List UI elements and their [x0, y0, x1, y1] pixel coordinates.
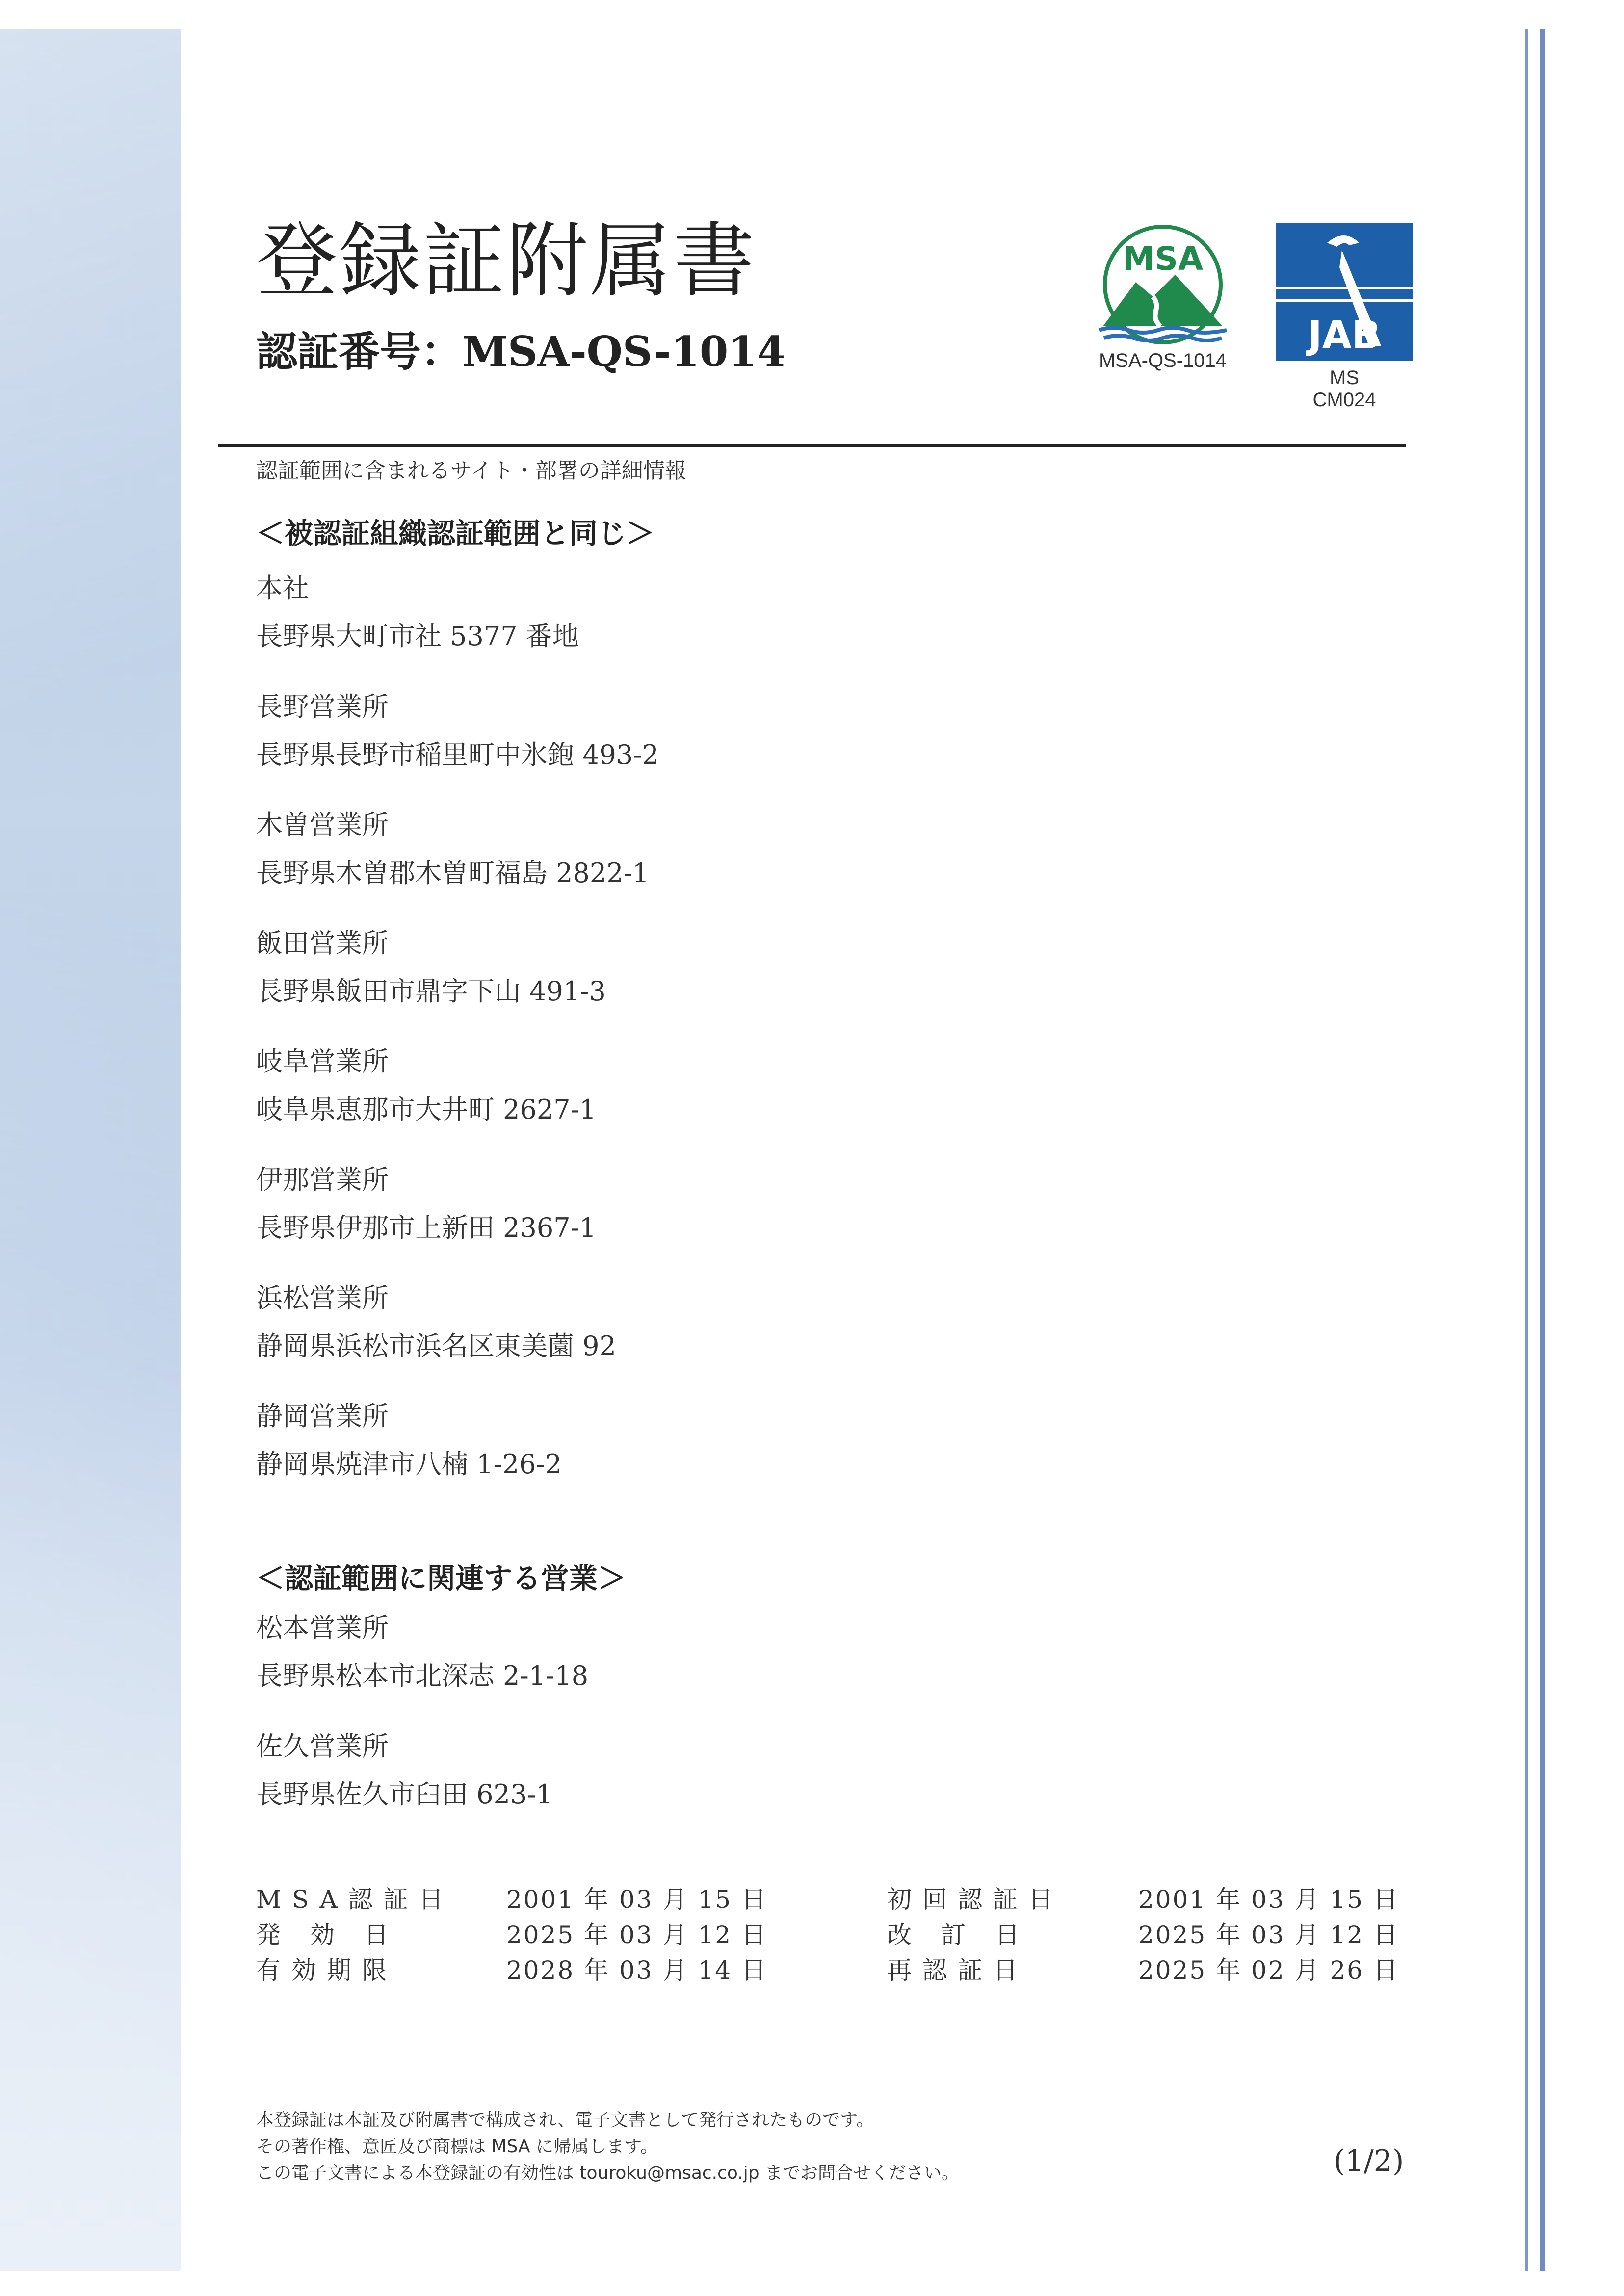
site-entry — [256, 1733, 553, 1808]
footer-line: この電子文書による本登録証の有効性は touroku@msac.co.jp までお問合せください。 — [256, 2163, 960, 2183]
scope-caption: 認証範囲に含まれるサイト・部署の詳細情報 — [256, 458, 686, 483]
right-border-line — [1540, 29, 1545, 2271]
date-value: 2025 年 03 月 12 日 — [1138, 1921, 1399, 1949]
date-value: 2025 年 03 月 12 日 — [506, 1921, 767, 1949]
date-row — [256, 1951, 845, 1986]
site-name: 岐阜営業所 — [256, 1046, 389, 1077]
jab-caption-line1: MS — [1330, 367, 1359, 389]
msa-mark-text: MSA — [1122, 240, 1204, 278]
site-name: 木曽営業所 — [256, 809, 389, 840]
date-value: 2025 年 02 月 26 日 — [1138, 1956, 1399, 1984]
footer-line: その著作権、意匠及び商標は MSA に帰属します。 — [256, 2137, 658, 2157]
site-entry — [256, 1164, 597, 1243]
site-address: 長野県木曽郡木曽町福島 2822-1 — [256, 858, 650, 888]
msa-logo — [1079, 223, 1246, 370]
site-entry — [256, 809, 650, 888]
date-label: MSA認証日 — [256, 1885, 454, 1914]
site-name: 伊那営業所 — [256, 1164, 389, 1195]
dates-right-column — [887, 1880, 1427, 1986]
header-divider — [218, 444, 1406, 447]
jab-logo — [1276, 223, 1413, 410]
site-name: 飯田営業所 — [256, 928, 389, 959]
site-name: 静岡営業所 — [256, 1401, 389, 1432]
date-value: 2028 年 03 月 14 日 — [506, 1956, 767, 1984]
date-label: 有効期限 — [256, 1956, 397, 1984]
site-name: 浜松営業所 — [256, 1282, 389, 1313]
site-entry — [256, 1048, 596, 1123]
date-row — [887, 1951, 1427, 1986]
msa-logo-caption: MSA-QS-1014 — [1099, 350, 1227, 371]
site-address: 長野県伊那市上新田 2367-1 — [256, 1212, 597, 1243]
site-entry — [256, 1612, 589, 1691]
site-entry — [256, 1282, 616, 1361]
dates-left-column — [256, 1880, 845, 1986]
jab-accreditation-icon — [1276, 223, 1413, 361]
date-row — [256, 1880, 845, 1915]
site-name: 佐久営業所 — [256, 1731, 389, 1762]
group-heading: ＜被認証組織認証範囲と同じ＞ — [256, 517, 655, 550]
site-address: 長野県松本市北深志 2-1-18 — [256, 1660, 589, 1691]
site-name: 本社 — [256, 573, 309, 603]
site-address: 岐阜県恵那市大井町 2627-1 — [256, 1094, 597, 1125]
site-address: 長野県長野市稲里町中氷鉋 493-2 — [256, 739, 659, 770]
site-entry — [256, 930, 606, 1005]
msa-mountain-river-icon — [1079, 223, 1246, 346]
site-name: 長野営業所 — [256, 691, 389, 722]
jab-caption-line2: CM024 — [1312, 389, 1376, 411]
footer-notes — [256, 2107, 959, 2187]
date-value: 2001 年 03 月 15 日 — [1138, 1885, 1399, 1914]
site-entry — [256, 1403, 562, 1478]
site-entry — [256, 691, 659, 770]
date-label: 発 効 日 — [256, 1921, 399, 1949]
jab-mark-text: JAB — [1308, 313, 1381, 358]
right-border-line — [1525, 29, 1528, 2271]
site-address: 長野県大町市社 5377 番地 — [256, 621, 579, 652]
page-number: (1/2) — [1334, 2144, 1404, 2178]
certificate-number: 認証番号：MSA-QS-1014 — [256, 327, 786, 376]
site-name: 松本営業所 — [256, 1612, 389, 1643]
date-row — [256, 1915, 845, 1951]
date-label: 再認証日 — [887, 1956, 1028, 1984]
footer-line: 本登録証は本証及び附属書で構成され、電子文書として発行されたものです。 — [256, 2110, 874, 2130]
group-heading: ＜認証範囲に関連する営業＞ — [256, 1562, 627, 1595]
site-address: 長野県佐久市臼田 623-1 — [256, 1779, 553, 1810]
site-address: 長野県飯田市鼎字下山 491-3 — [256, 976, 606, 1007]
document-title: 登録証附属書 — [256, 214, 757, 309]
date-label: 改 訂 日 — [887, 1921, 1030, 1949]
site-address: 静岡県焼津市八楠 1-26-2 — [256, 1449, 562, 1480]
date-row — [887, 1880, 1427, 1915]
date-row — [887, 1915, 1427, 1951]
date-label: 初回認証日 — [887, 1885, 1064, 1914]
decorative-side-band — [0, 29, 181, 2271]
site-address: 静岡県浜松市浜名区東美薗 92 — [256, 1331, 616, 1361]
site-entry — [256, 575, 579, 650]
date-value: 2001 年 03 月 15 日 — [506, 1885, 767, 1914]
